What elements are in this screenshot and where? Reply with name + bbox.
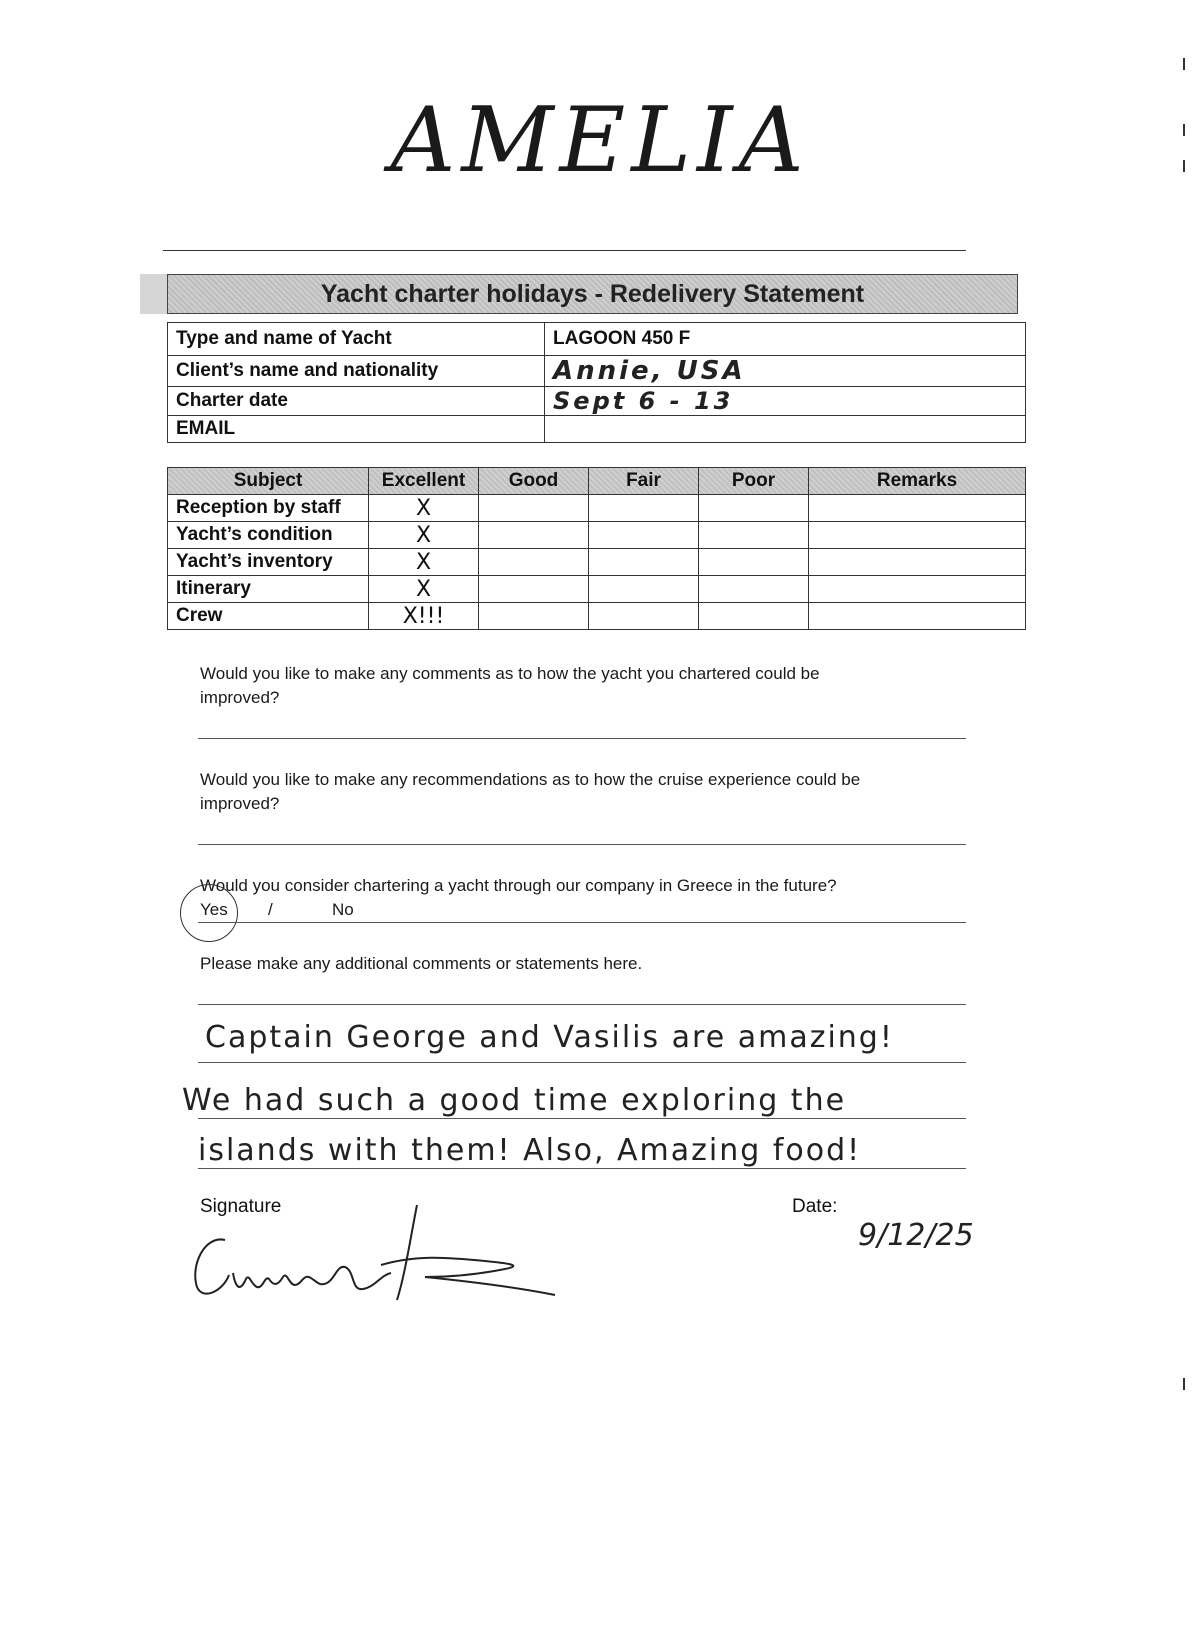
poor-cell[interactable] <box>699 549 809 576</box>
comment-line-2[interactable]: We had such a good time exploring the <box>182 1083 847 1118</box>
poor-cell[interactable] <box>699 495 809 522</box>
header-subject: Subject <box>168 468 369 495</box>
table-row <box>168 387 1026 416</box>
email-label: EMAIL <box>168 416 545 443</box>
ratings-table <box>167 467 1026 630</box>
fair-cell[interactable] <box>589 549 699 576</box>
excellent-mark[interactable]: X <box>369 495 479 522</box>
fair-cell[interactable] <box>589 522 699 549</box>
handwritten-signature[interactable] <box>185 1195 565 1305</box>
answer-line[interactable] <box>198 844 966 845</box>
remarks-cell[interactable] <box>809 603 1026 630</box>
no-option[interactable]: No <box>332 900 354 919</box>
fair-cell[interactable] <box>589 495 699 522</box>
answer-line[interactable] <box>198 738 966 739</box>
table-row <box>168 416 1026 443</box>
good-cell[interactable] <box>479 603 589 630</box>
answer-line <box>198 1062 966 1063</box>
question-cruise-recommendations: Would you like to make any recommendations as to how the cruise experience could be improved? <box>200 770 861 813</box>
row-subject: Reception by staff <box>168 495 369 522</box>
charter-date-value[interactable]: Sept 6 - 13 <box>545 387 1026 416</box>
email-value[interactable] <box>545 416 1026 443</box>
option-separator: / <box>268 900 273 919</box>
row-subject: Crew <box>168 603 369 630</box>
answer-line <box>198 1168 966 1169</box>
answer-line <box>198 922 966 923</box>
table-row <box>168 495 1026 522</box>
form-title: Yacht charter holidays - Redelivery Statement <box>167 274 1018 314</box>
yes-option[interactable]: Yes <box>200 900 228 919</box>
table-row <box>168 323 1026 356</box>
question-yacht-improvement: Would you like to make any comments as to how the yacht you chartered could be improved? <box>200 664 820 707</box>
remarks-cell[interactable] <box>809 522 1026 549</box>
signed-date[interactable]: 9/12/25 <box>858 1218 974 1253</box>
client-value[interactable]: Annie, USA <box>545 356 1026 387</box>
header-fair: Fair <box>589 468 699 495</box>
table-row <box>168 549 1026 576</box>
question-charter-again: Would you consider chartering a yacht through our company in Greece in the future? <box>200 876 837 895</box>
comment-line-3[interactable]: islands with them! Also, Amazing food! <box>198 1133 862 1168</box>
yes-selected-circle <box>180 884 238 942</box>
remarks-cell[interactable] <box>809 576 1026 603</box>
excellent-mark[interactable]: X <box>369 549 479 576</box>
table-row <box>168 576 1026 603</box>
excellent-mark[interactable]: X <box>369 522 479 549</box>
answer-line <box>198 1004 966 1005</box>
signature-label: Signature <box>200 1196 282 1217</box>
poor-cell[interactable] <box>699 603 809 630</box>
banner-shadow <box>140 274 170 314</box>
row-subject: Itinerary <box>168 576 369 603</box>
fair-cell[interactable] <box>589 576 699 603</box>
excellent-mark[interactable]: X <box>369 576 479 603</box>
yacht-info-table <box>167 322 1026 443</box>
row-subject: Yacht’s inventory <box>168 549 369 576</box>
remarks-cell[interactable] <box>809 549 1026 576</box>
header-remarks: Remarks <box>809 468 1026 495</box>
remarks-cell[interactable] <box>809 495 1026 522</box>
row-subject: Yacht’s condition <box>168 522 369 549</box>
poor-cell[interactable] <box>699 576 809 603</box>
good-cell[interactable] <box>479 576 589 603</box>
brand-title: AMELIA <box>390 88 810 193</box>
scan-mark <box>1183 1378 1185 1390</box>
fair-cell[interactable] <box>589 603 699 630</box>
client-label: Client’s name and nationality <box>168 356 545 387</box>
header-excellent: Excellent <box>369 468 479 495</box>
excellent-mark[interactable]: X!!! <box>369 603 479 630</box>
yacht-label: Type and name of Yacht <box>168 323 545 356</box>
ratings-header-row <box>168 468 1026 495</box>
good-cell[interactable] <box>479 495 589 522</box>
charter-date-label: Charter date <box>168 387 545 416</box>
answer-line <box>198 1118 966 1119</box>
table-row <box>168 603 1026 630</box>
good-cell[interactable] <box>479 549 589 576</box>
table-row <box>168 522 1026 549</box>
header-rule <box>163 250 966 251</box>
good-cell[interactable] <box>479 522 589 549</box>
table-row <box>168 356 1026 387</box>
header-good: Good <box>479 468 589 495</box>
comment-line-1[interactable]: Captain George and Vasilis are amazing! <box>205 1020 894 1055</box>
yacht-value[interactable]: LAGOON 450 F <box>545 323 1026 356</box>
poor-cell[interactable] <box>699 522 809 549</box>
question-additional-comments: Please make any additional comments or statements here. <box>200 954 643 973</box>
header-poor: Poor <box>699 468 809 495</box>
date-label: Date: <box>792 1196 838 1217</box>
scan-mark <box>1183 58 1185 70</box>
